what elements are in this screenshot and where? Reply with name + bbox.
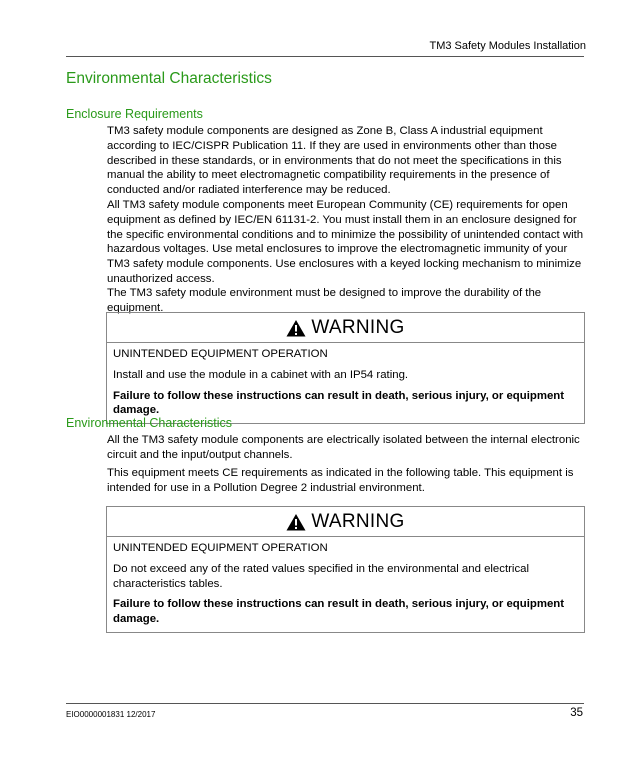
warning-title-bar — [107, 313, 584, 343]
enclosure-paragraph-2: All TM3 safety module components meet European Community (CE) requirements for open equipment as defined by IEC/EN 61131-2. You must install them in an enclosure designed for the specific environmental conditions and to minimize the possibility of unintended contact with hazardous voltages. Use metal enclosures to improve the electromagnetic immunity of your TM3 safety module components. Use enclosures with a keyed locking mechanism to minimize unauthorized access. — [107, 199, 584, 285]
header-divider — [66, 56, 584, 57]
running-header: TM3 Safety Modules Installation — [429, 40, 586, 52]
warning-triangle-icon — [286, 319, 306, 337]
warning-title-bar — [107, 507, 584, 537]
warning-text: Do not exceed any of the rated values specified in the environmental and electrical characteristics tables. — [113, 562, 530, 590]
warning-box-ip54 — [106, 312, 585, 424]
enclosure-heading: Enclosure Requirements — [66, 107, 203, 121]
warning-consequence: Failure to follow these instructions can result in death, serious injury, or equipment damage. — [113, 389, 565, 417]
warning-heading: UNINTENDED EQUIPMENT OPERATION — [113, 542, 328, 554]
warning-box-rated-values — [106, 506, 585, 633]
environmental-paragraph-1: All the TM3 safety module components are electrically isolated between the internal electronic circuit and the input/output channels. — [107, 434, 580, 461]
footer-divider — [66, 703, 584, 704]
warning-triangle-icon — [286, 513, 306, 531]
enclosure-paragraph-3: The TM3 safety module environment must be designed to improve the durability of the equipment. — [107, 287, 542, 314]
warning-label: WARNING — [311, 316, 405, 338]
warning-consequence: Failure to follow these instructions can result in death, serious injury, or equipment damage. — [113, 598, 565, 626]
warning-label: WARNING — [311, 510, 405, 532]
section-title: Environmental Characteristics — [66, 70, 272, 87]
warning-heading: UNINTENDED EQUIPMENT OPERATION — [113, 348, 328, 360]
warning-text: Install and use the module in a cabinet with an IP54 rating. — [113, 368, 409, 381]
environmental-paragraph-2: This equipment meets CE requirements as indicated in the following table. This equipment is intended for use in a Pollution Degree 2 industrial environment. — [107, 467, 574, 494]
footer-document-reference: EIO0000001831 12/2017 — [66, 710, 156, 719]
environmental-heading: Environmental Characteristics — [66, 416, 233, 430]
enclosure-paragraph-1: TM3 safety module components are designed as Zone B, Class A industrial equipment according to IEC/CISPR Publication 11. If they are used in environments other than those described in these standards, or in environments that do not meet the specifications in this manual the ability to meet electromagnetic compatibility requirements in the presence of conducted and/or radiated interference may be reduced. — [107, 125, 562, 197]
page-number: 35 — [570, 707, 583, 719]
